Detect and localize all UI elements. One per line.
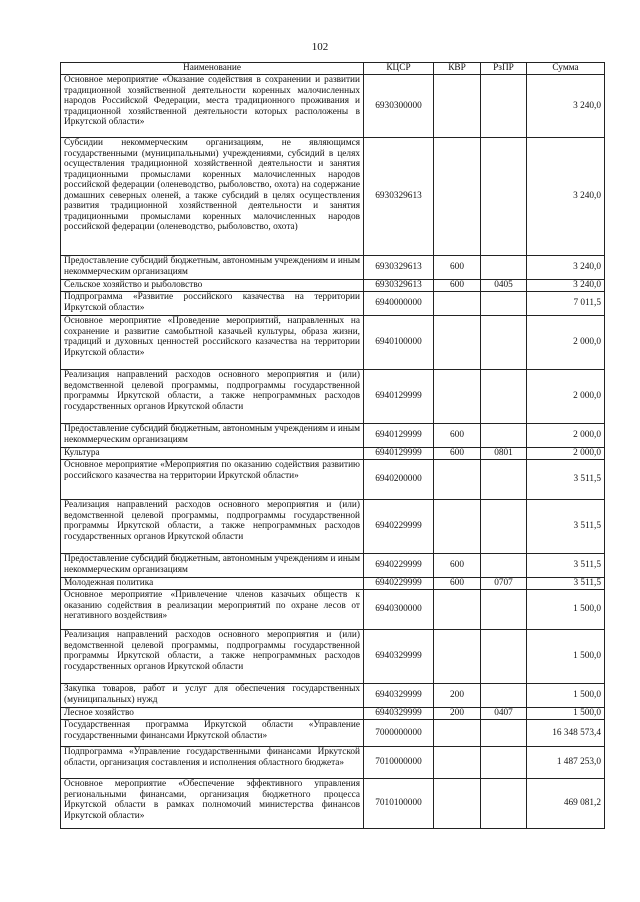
row-kcsr: 6940329999 [364, 684, 434, 708]
row-name: Культура [61, 448, 364, 460]
row-kvr [434, 747, 481, 779]
row-name: Закупка товаров, работ и услуг для обеспечения государственных (муниципальных) нужд [61, 684, 364, 708]
row-name: Реализация направлений расходов основного мероприятия и (или) ведомственной целевой программы, подпрограммы государственной программы Иркутской области, а также непрограммных расходов государственных органов Иркутской области [61, 370, 364, 424]
row-rzpr [481, 316, 527, 370]
table-row [61, 256, 605, 280]
header-name: Наименование [61, 63, 364, 75]
table-row [61, 630, 605, 684]
header-rzpr: РзПР [481, 63, 527, 75]
row-sum: 2 000,0 [527, 448, 605, 460]
row-name: Предоставление субсидий бюджетным, автономным учреждениям и иным некоммерческим организациям [61, 554, 364, 578]
row-kvr [434, 292, 481, 316]
row-kvr [434, 138, 481, 256]
table-row [61, 424, 605, 448]
row-name: Подпрограмма «Развитие российского казачества на территории Иркутской области» [61, 292, 364, 316]
table-row [61, 578, 605, 590]
row-kvr [434, 316, 481, 370]
row-sum: 7 011,5 [527, 292, 605, 316]
row-name: Предоставление субсидий бюджетным, автономным учреждениям и иным некоммерческим организациям [61, 256, 364, 280]
row-sum: 3 240,0 [527, 75, 605, 138]
row-name: Молодежная политика [61, 578, 364, 590]
row-kvr [434, 75, 481, 138]
row-kcsr: 6940000000 [364, 292, 434, 316]
row-kcsr: 6940129999 [364, 424, 434, 448]
row-kvr [434, 720, 481, 747]
table-row [61, 747, 605, 779]
row-name: Реализация направлений расходов основного мероприятия и (или) ведомственной целевой программы, подпрограммы государственной программы Иркутской области, а также непрограммных расходов государственных органов Иркутской области [61, 630, 364, 684]
row-kcsr: 6940329999 [364, 708, 434, 720]
row-kcsr: 6940229999 [364, 554, 434, 578]
row-name: Реализация направлений расходов основного мероприятия и (или) ведомственной целевой программы, подпрограммы государственной программы Иркутской области, а также непрограммных расходов государственных органов Иркутской области [61, 500, 364, 554]
row-sum: 3 511,5 [527, 460, 605, 500]
row-sum: 3 240,0 [527, 138, 605, 256]
header-kvr: КВР [434, 63, 481, 75]
row-rzpr [481, 684, 527, 708]
header-kcsr: КЦСР [364, 63, 434, 75]
row-name: Основное мероприятие «Оказание содействия в сохранении и развитии традиционной хозяйственной деятельности коренных малочисленных народов Российской Федерации, места традиционного проживания и традиционной хозяйственной деятельности которых расположены в Иркутской области» [61, 75, 364, 138]
table-row [61, 708, 605, 720]
row-rzpr [481, 500, 527, 554]
row-sum: 2 000,0 [527, 316, 605, 370]
row-name: Основное мероприятие «Привлечение членов казачьих обществ к оказанию содействия в реализации мероприятий по охране лесов от негативного воздействия» [61, 590, 364, 630]
row-rzpr [481, 292, 527, 316]
row-name: Подпрограмма «Управление государственными финансами Иркутской области, организация составления и исполнения областного бюджета» [61, 747, 364, 779]
row-name: Основное мероприятие «Проведение мероприятий, направленных на сохранение и развитие самобытной казачьей культуры, образа жизни, традиций и духовных ценностей российского казачества на территории Иркутской области» [61, 316, 364, 370]
row-rzpr [481, 370, 527, 424]
row-rzpr: 0407 [481, 708, 527, 720]
row-kvr: 200 [434, 684, 481, 708]
row-rzpr [481, 779, 527, 829]
table-body [61, 75, 605, 829]
row-kcsr: 6940229999 [364, 578, 434, 590]
row-kvr: 600 [434, 448, 481, 460]
table-row [61, 280, 605, 292]
table-row [61, 448, 605, 460]
row-kvr: 200 [434, 708, 481, 720]
row-rzpr [481, 720, 527, 747]
row-name: Сельское хозяйство и рыболовство [61, 280, 364, 292]
row-name: Субсидии некоммерческим организациям, не являющимся государственными (муниципальными) учреждениями, субсидий в целях осуществления традиционной хозяйственной деятельности и занятия традиционными промыслами коренных малочисленных народов российской федерации (оленеводство, рыболовство, охота) на содержание домашних северных оленей, а также субсидий в целях осуществления развития традиционной хозяйственной деятельности и занятия традиционными промыслами коренных малочисленных народов российской федерации (оленеводство, рыболовство, охота) [61, 138, 364, 256]
table-row [61, 138, 605, 256]
row-rzpr: 0801 [481, 448, 527, 460]
row-rzpr [481, 424, 527, 448]
row-kvr: 600 [434, 578, 481, 590]
row-sum: 469 081,2 [527, 779, 605, 829]
row-kvr: 600 [434, 554, 481, 578]
row-sum: 16 348 573,4 [527, 720, 605, 747]
table-row [61, 684, 605, 708]
row-kvr [434, 590, 481, 630]
row-kvr [434, 779, 481, 829]
row-sum: 1 500,0 [527, 684, 605, 708]
budget-table [60, 62, 605, 829]
row-name: Основное мероприятие «Мероприятия по оказанию содействия развитию российского казачества на территории Иркутской области» [61, 460, 364, 500]
row-kvr: 600 [434, 256, 481, 280]
row-rzpr: 0405 [481, 280, 527, 292]
table-row [61, 720, 605, 747]
row-kcsr: 6930329613 [364, 280, 434, 292]
header-sum: Сумма [527, 63, 605, 75]
row-kcsr: 6930329613 [364, 256, 434, 280]
row-kcsr: 6940129999 [364, 448, 434, 460]
row-kvr [434, 630, 481, 684]
row-kvr [434, 460, 481, 500]
row-sum: 3 511,5 [527, 578, 605, 590]
row-name: Лесное хозяйство [61, 708, 364, 720]
row-sum: 3 240,0 [527, 280, 605, 292]
row-name: Предоставление субсидий бюджетным, автономным учреждениям и иным некоммерческим организациям [61, 424, 364, 448]
row-kvr: 600 [434, 424, 481, 448]
row-kcsr: 6940200000 [364, 460, 434, 500]
page-number: 102 [311, 41, 329, 53]
row-sum: 1 500,0 [527, 708, 605, 720]
table-row [61, 779, 605, 829]
row-kcsr: 6940300000 [364, 590, 434, 630]
row-kvr [434, 500, 481, 554]
row-rzpr [481, 630, 527, 684]
row-rzpr [481, 747, 527, 779]
row-kcsr: 7010100000 [364, 779, 434, 829]
row-sum: 2 000,0 [527, 370, 605, 424]
table-row [61, 316, 605, 370]
table-row [61, 292, 605, 316]
row-sum: 1 500,0 [527, 630, 605, 684]
row-rzpr [481, 590, 527, 630]
row-sum: 3 511,5 [527, 554, 605, 578]
row-rzpr [481, 460, 527, 500]
row-kvr: 600 [434, 280, 481, 292]
row-kcsr: 7010000000 [364, 747, 434, 779]
row-rzpr [481, 138, 527, 256]
row-rzpr: 0707 [481, 578, 527, 590]
row-kcsr: 6930329613 [364, 138, 434, 256]
row-sum: 1 500,0 [527, 590, 605, 630]
row-kcsr: 6940100000 [364, 316, 434, 370]
row-kcsr: 6940129999 [364, 370, 434, 424]
row-kvr [434, 370, 481, 424]
table-row [61, 590, 605, 630]
row-kcsr: 6940329999 [364, 630, 434, 684]
row-sum: 1 487 253,0 [527, 747, 605, 779]
row-rzpr [481, 256, 527, 280]
row-rzpr [481, 75, 527, 138]
table-header [61, 63, 605, 75]
row-name: Государственная программа Иркутской области «Управление государственными финансами Иркутской области» [61, 720, 364, 747]
row-sum: 3 511,5 [527, 500, 605, 554]
table-row [61, 75, 605, 138]
table-row [61, 460, 605, 500]
row-rzpr [481, 554, 527, 578]
row-kcsr: 7000000000 [364, 720, 434, 747]
row-sum: 3 240,0 [527, 256, 605, 280]
table-row [61, 554, 605, 578]
table-row [61, 500, 605, 554]
table-row [61, 370, 605, 424]
row-kcsr: 6930300000 [364, 75, 434, 138]
row-sum: 2 000,0 [527, 424, 605, 448]
row-name: Основное мероприятие «Обеспечение эффективного управления региональными финансами, организация бюджетного процесса Иркутской области в рамках полномочий министерства финансов Иркутской области» [61, 779, 364, 829]
row-kcsr: 6940229999 [364, 500, 434, 554]
